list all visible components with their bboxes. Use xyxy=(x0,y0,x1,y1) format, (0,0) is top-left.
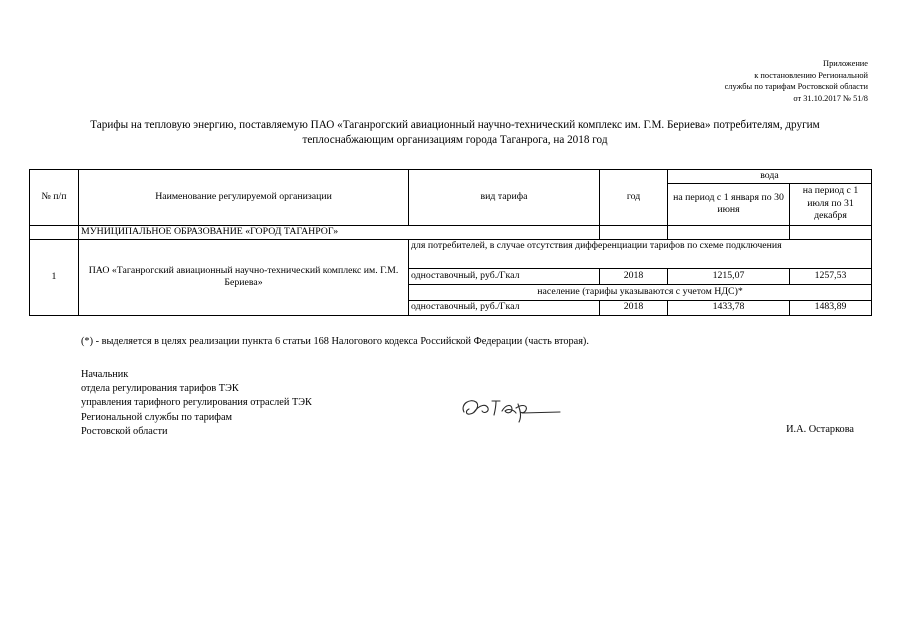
appendix-line: Приложение xyxy=(823,59,868,68)
cell-value-1: 1215,07 xyxy=(668,268,790,284)
document-title xyxy=(60,118,850,148)
row-org-name: ПАО «Таганрогский авиационный научно-технический комплекс им. Г.М. Бериева» xyxy=(79,239,409,315)
appendix-block xyxy=(608,58,868,104)
appendix-line: службы по тарифам Ростовской области xyxy=(724,82,868,92)
group-label: для потребителей, в случае отсутствия дифференциации тарифов по схеме подключения xyxy=(409,239,872,268)
cell-year: 2018 xyxy=(600,268,668,284)
signer-position xyxy=(81,368,312,439)
cell-value-2: 1257,53 xyxy=(790,268,872,284)
signer-line: Ростовской области xyxy=(81,425,168,437)
section-empty-cell xyxy=(600,225,668,239)
cell-value-2: 1483,89 xyxy=(790,300,872,315)
cell-tariff-type: одноставочный, руб./Гкал xyxy=(409,300,600,315)
group-label: население (тарифы указываются с учетом НДС)* xyxy=(409,284,872,300)
header-period-2: на период с 1 июля по 31 декабря xyxy=(790,183,872,225)
appendix-line: к постановлению Региональной xyxy=(754,70,868,80)
signer-line: отдела регулирования тарифов ТЭК xyxy=(81,383,239,395)
cell-tariff-type: одноставочный, руб./Гкал xyxy=(409,268,600,284)
cell-value-1: 1433,78 xyxy=(668,300,790,315)
header-water: вода xyxy=(668,170,872,184)
signer-name: И.А. Остаркова xyxy=(786,424,854,435)
row-number: 1 xyxy=(30,239,79,315)
signer-line: Начальник xyxy=(81,369,129,380)
signer-line: Региональной службы по тарифам xyxy=(81,411,233,423)
tariff-table xyxy=(29,169,872,316)
title-line-1: Тарифы на тепловую энергию, поставляемую ПАО «Таганрогский авиационный научно-технический комплекс им. Г.М. Бериева» потребителям, другим xyxy=(90,119,820,131)
header-period-1: на период с 1 января по 30 июня xyxy=(668,183,790,225)
footnote: (*) - выделяется в целях реализации пункта 6 статьи 168 Налогового кодекса Российской Федерации (часть вторая). xyxy=(81,336,589,347)
section-empty-cell xyxy=(790,225,872,239)
title-line-2: теплоснабжающим организациям города Таганрога, на 2018 год xyxy=(302,134,608,146)
section-number-cell xyxy=(30,225,79,239)
cell-year: 2018 xyxy=(600,300,668,315)
section-empty-cell xyxy=(668,225,790,239)
header-tariff-type: вид тарифа xyxy=(409,170,600,226)
signature-image xyxy=(456,392,566,424)
signer-line: управления тарифного регулирования отраслей ТЭК xyxy=(81,397,312,409)
header-org-name: Наименование регулируемой организации xyxy=(79,170,409,226)
header-number: № п/п xyxy=(30,170,79,226)
section-title: МУНИЦИПАЛЬНОЕ ОБРАЗОВАНИЕ «ГОРОД ТАГАНРОГ» xyxy=(79,225,600,239)
appendix-line: от 31.10.2017 № 51/8 xyxy=(793,93,868,103)
header-year: год xyxy=(600,170,668,226)
